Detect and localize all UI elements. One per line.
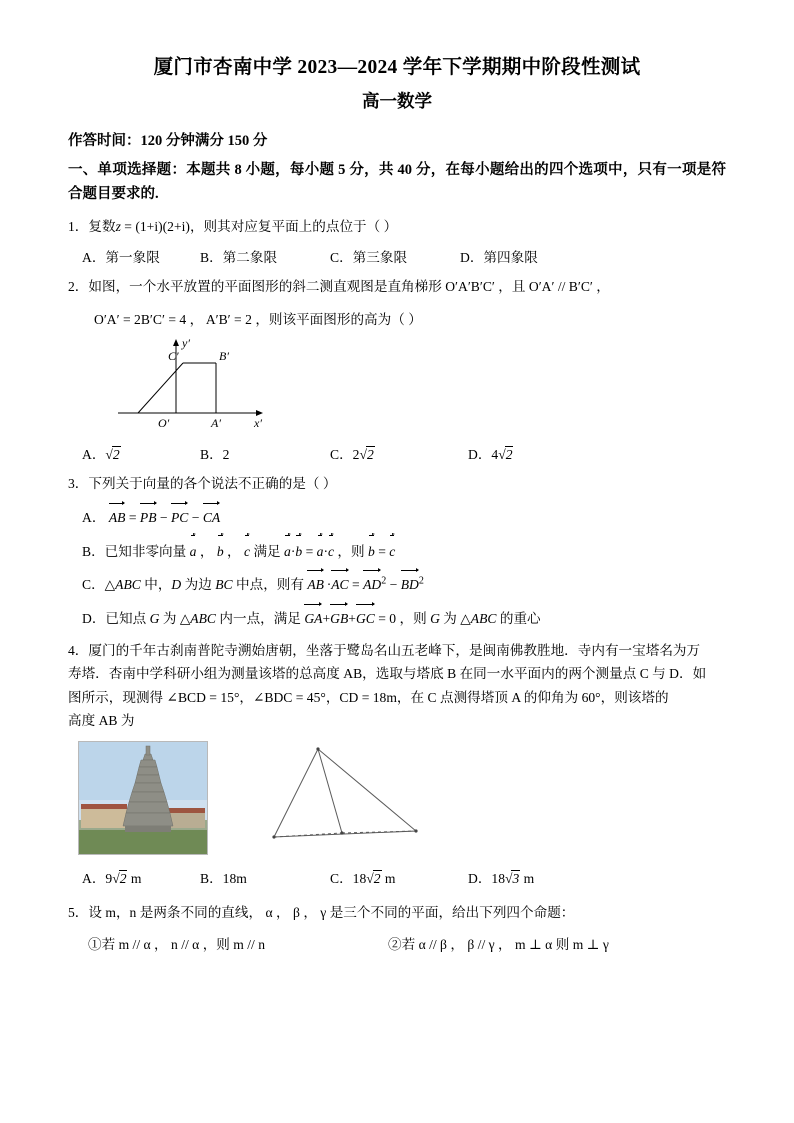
option-3-B-pre: 已知非零向量 <box>104 543 187 559</box>
option-2-D: D．4√2 <box>468 447 513 463</box>
option-4-B: B．18m <box>200 870 247 886</box>
measurement-triangle-diagram <box>256 741 436 853</box>
option-2-A: A．√2 <box>82 447 120 463</box>
question-3-option-B: B．已知非零向量 a ， b ， c 满足 a·b = a·c ，则 b = c <box>68 538 726 563</box>
option-3-D-label: D． <box>82 610 106 626</box>
question-1-number: 1． <box>68 219 89 235</box>
option-2-C: C．2√2 <box>330 447 374 463</box>
svg-text:B′: B′ <box>219 349 229 364</box>
question-1-formula: z <box>115 219 121 235</box>
question-3-number: 3． <box>68 476 89 492</box>
option-4-C: C．18√2 m <box>330 870 396 886</box>
question-1-stem-post: ，则其对应复平面上的点位于（ ） <box>189 219 398 235</box>
question-2-options <box>68 443 726 463</box>
oblique-drawing-trapezoid <box>108 335 358 430</box>
page-subtitle: 高一数学 <box>362 91 432 112</box>
question-4-line4: 高度 AB 为 <box>68 713 135 729</box>
question-2-line1: 如图，一个水平放置的平面图形的斜二测直观图是直角梯形 O′A′B′C′ ，且 O′A′ // B′C′ ， <box>88 279 610 295</box>
question-4-line2: 寿塔．杏南中学科研小组为测量该塔的总高度 AB，选取与塔底 B 在同一水平面内的两个测量点 C 与 D．如 <box>68 666 707 682</box>
pagoda-photo <box>78 741 208 855</box>
option-3-C-label: C． <box>82 577 105 593</box>
question-3 <box>68 472 726 495</box>
proposition-2: ②若 α // β ， β // γ ， m ⊥ α 则 m ⊥ γ <box>388 936 609 952</box>
option-1-D: D．第四象限 <box>460 250 538 266</box>
question-3-option-D: D．已知点 G 为 △ABC 内一点，满足 GA+GB+GC = 0 ，则 G 为 △ABC 的重心 <box>68 606 726 630</box>
option-3-B-label: B． <box>82 543 105 559</box>
svg-text:O′: O′ <box>158 416 170 431</box>
question-4-line3: 图所示，现测得 ∠BCD = 15°，∠BDC = 45°，CD = 18m，在 C 点测得塔顶 A 的仰角为 60°，则该塔的 <box>68 689 669 705</box>
exam-meta: 作答时间：120 分钟满分 150 分 <box>68 133 268 150</box>
question-1-options <box>68 246 726 266</box>
question-1: 1．复数z = (1+i)(2+i)，则其对应复平面上的点位于（ ） <box>68 219 398 235</box>
page-title: 厦门市杏南中学 2023—2024 学年下学期期中阶段性测试 <box>153 57 641 78</box>
question-3-option-A: A． AB = PB − PC − CA <box>68 505 726 529</box>
proposition-1: ①若 m // α ， n // α ，则 m // n <box>88 936 265 952</box>
question-4-line1: 厦门的千年古刹南普陀寺溯始唐朝，坐落于鹭岛名山五老峰下，是闽南佛教胜地．寺内有一宝塔名为万 <box>88 643 701 659</box>
question-5 <box>68 901 726 924</box>
question-1-stem-pre: 复数 <box>88 219 116 235</box>
svg-text:A′: A′ <box>211 416 221 431</box>
question-2-figure <box>108 335 726 435</box>
option-1-C: C．第三象限 <box>330 250 408 266</box>
option-4-A: A．9√2 m <box>82 870 142 886</box>
question-2-number: 2． <box>68 279 89 295</box>
question-4 <box>68 639 726 662</box>
question-3-option-C: C．△ABC 中，D 为边 BC 中点，则有 AB $\cdot AC = AD^2 - BD^2$ <box>68 572 726 596</box>
option-1-A: A．第一象限 <box>82 250 160 266</box>
svg-text:C′: C′ <box>168 349 179 364</box>
question-4-number: 4． <box>68 643 89 659</box>
question-4-figures <box>78 741 726 855</box>
question-2-line2: O′A′ = 2B′C′ = 4 ， A′B′ = 2 ，则该平面图形的高为（ ） <box>94 311 422 327</box>
question-5-number: 5． <box>68 904 89 920</box>
option-2-B: B．2 <box>200 447 230 463</box>
question-2 <box>68 275 726 298</box>
svg-text:y′: y′ <box>182 336 190 351</box>
svg-text:x′: x′ <box>254 416 262 431</box>
section-heading-single-choice: 一、单项选择题：本题共 8 小题，每小题 5 分，共 40 分，在每小题给出的四个选项中，只有一项是符合题目要求的. <box>68 162 726 202</box>
question-4-options <box>68 867 726 887</box>
question-5-stem: 设 m，n 是两条不同的直线， α ， β ， γ 是三个不同的平面，给出下列四个命题： <box>88 904 575 920</box>
option-3-A-label: A． <box>82 509 106 525</box>
question-3-stem: 下列关于向量的各个说法不正确的是（ ） <box>88 476 337 492</box>
option-1-B: B．第二象限 <box>200 250 278 266</box>
option-4-D: D．18√3 m <box>468 870 535 886</box>
question-5-propositions <box>88 933 726 953</box>
